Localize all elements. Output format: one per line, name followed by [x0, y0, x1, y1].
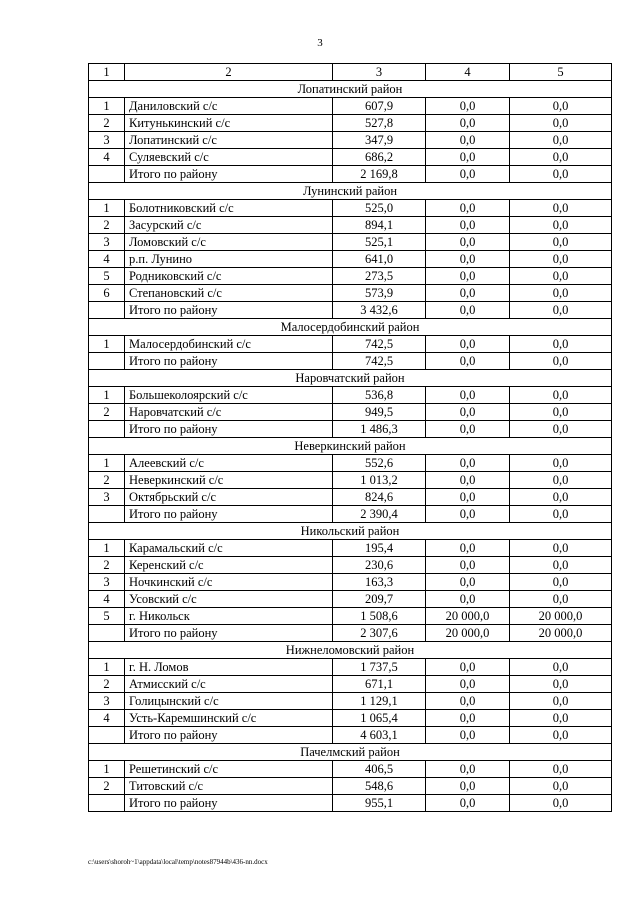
settlement-name: Ломовский с/с — [125, 234, 333, 251]
region-title: Пачелмский район — [89, 744, 612, 761]
value-col-3: 273,5 — [333, 268, 426, 285]
settlement-name: Наровчатский с/с — [125, 404, 333, 421]
value-col-4: 0,0 — [426, 659, 510, 676]
settlement-name: Засурский с/с — [125, 217, 333, 234]
row-number — [89, 506, 125, 523]
table-body — [89, 64, 612, 812]
value-col-3: 406,5 — [333, 761, 426, 778]
value-col-3: 2 169,8 — [333, 166, 426, 183]
row-number — [89, 421, 125, 438]
region-total-row — [89, 795, 612, 812]
region-total-row — [89, 421, 612, 438]
row-number: 1 — [89, 336, 125, 353]
value-col-4: 0,0 — [426, 285, 510, 302]
row-number — [89, 353, 125, 370]
region-title-row — [89, 642, 612, 659]
row-number: 1 — [89, 387, 125, 404]
value-col-4: 0,0 — [426, 98, 510, 115]
settlement-name: Китунькинский с/с — [125, 115, 333, 132]
row-number: 3 — [89, 574, 125, 591]
value-col-3: 894,1 — [333, 217, 426, 234]
value-col-5: 0,0 — [510, 251, 612, 268]
table-row — [89, 608, 612, 625]
region-title: Никольский район — [89, 523, 612, 540]
value-col-3: 824,6 — [333, 489, 426, 506]
row-number: 4 — [89, 149, 125, 166]
table-row — [89, 200, 612, 217]
region-title-row — [89, 523, 612, 540]
settlement-name: Алеевский с/с — [125, 455, 333, 472]
value-col-3: 209,7 — [333, 591, 426, 608]
value-col-3: 607,9 — [333, 98, 426, 115]
value-col-5: 0,0 — [510, 489, 612, 506]
row-number: 2 — [89, 217, 125, 234]
value-col-4: 0,0 — [426, 489, 510, 506]
value-col-4: 0,0 — [426, 710, 510, 727]
region-title-row — [89, 370, 612, 387]
value-col-3: 955,1 — [333, 795, 426, 812]
table-row — [89, 540, 612, 557]
value-col-4: 0,0 — [426, 693, 510, 710]
value-col-4: 0,0 — [426, 727, 510, 744]
row-number: 3 — [89, 234, 125, 251]
value-col-4: 0,0 — [426, 472, 510, 489]
settlement-name: Усть-Каремшинский с/с — [125, 710, 333, 727]
row-number: 3 — [89, 693, 125, 710]
row-number — [89, 625, 125, 642]
value-col-5: 0,0 — [510, 472, 612, 489]
row-number: 2 — [89, 778, 125, 795]
value-col-3: 1 065,4 — [333, 710, 426, 727]
settlement-name: Суляевский с/с — [125, 149, 333, 166]
settlement-name: Лопатинский с/с — [125, 132, 333, 149]
region-title: Малосердобинский район — [89, 319, 612, 336]
value-col-5: 0,0 — [510, 285, 612, 302]
region-title-row — [89, 438, 612, 455]
table-row — [89, 387, 612, 404]
value-col-5: 0,0 — [510, 302, 612, 319]
value-col-5: 0,0 — [510, 761, 612, 778]
table-row — [89, 557, 612, 574]
value-col-5: 0,0 — [510, 149, 612, 166]
value-col-3: 671,1 — [333, 676, 426, 693]
row-number: 2 — [89, 404, 125, 421]
table-row — [89, 574, 612, 591]
region-title: Нижнеломовский район — [89, 642, 612, 659]
region-title: Неверкинский район — [89, 438, 612, 455]
table-row — [89, 591, 612, 608]
value-col-5: 0,0 — [510, 727, 612, 744]
settlement-name: Итого по району — [125, 506, 333, 523]
value-col-4: 0,0 — [426, 336, 510, 353]
value-col-3: 163,3 — [333, 574, 426, 591]
value-col-5: 0,0 — [510, 795, 612, 812]
value-col-5: 0,0 — [510, 710, 612, 727]
value-col-4: 0,0 — [426, 302, 510, 319]
value-col-3: 2 307,6 — [333, 625, 426, 642]
region-title-row — [89, 183, 612, 200]
region-total-row — [89, 166, 612, 183]
header-cell-3: 3 — [333, 64, 426, 81]
region-total-row — [89, 506, 612, 523]
value-col-4: 0,0 — [426, 676, 510, 693]
value-col-3: 525,0 — [333, 200, 426, 217]
value-col-5: 0,0 — [510, 778, 612, 795]
row-number — [89, 727, 125, 744]
row-number — [89, 302, 125, 319]
value-col-3: 1 013,2 — [333, 472, 426, 489]
value-col-4: 0,0 — [426, 557, 510, 574]
value-col-5: 0,0 — [510, 693, 612, 710]
value-col-4: 0,0 — [426, 166, 510, 183]
row-number — [89, 795, 125, 812]
value-col-5: 0,0 — [510, 387, 612, 404]
value-col-5: 0,0 — [510, 676, 612, 693]
value-col-4: 20 000,0 — [426, 608, 510, 625]
row-number: 1 — [89, 455, 125, 472]
value-col-4: 0,0 — [426, 268, 510, 285]
settlement-name: Итого по району — [125, 727, 333, 744]
value-col-5: 0,0 — [510, 557, 612, 574]
table-row — [89, 472, 612, 489]
table-row — [89, 710, 612, 727]
value-col-5: 0,0 — [510, 234, 612, 251]
value-col-3: 536,8 — [333, 387, 426, 404]
value-col-4: 0,0 — [426, 540, 510, 557]
settlement-name: Голицынский с/с — [125, 693, 333, 710]
value-col-4: 0,0 — [426, 795, 510, 812]
value-col-4: 0,0 — [426, 404, 510, 421]
value-col-5: 0,0 — [510, 217, 612, 234]
value-col-4: 0,0 — [426, 217, 510, 234]
header-cell-2: 2 — [125, 64, 333, 81]
value-col-4: 0,0 — [426, 455, 510, 472]
settlement-name: Даниловский с/с — [125, 98, 333, 115]
settlement-name: Атмисский с/с — [125, 676, 333, 693]
value-col-3: 230,6 — [333, 557, 426, 574]
row-number: 1 — [89, 761, 125, 778]
row-number: 2 — [89, 472, 125, 489]
region-title-row — [89, 81, 612, 98]
value-col-5: 0,0 — [510, 268, 612, 285]
table-row — [89, 693, 612, 710]
value-col-4: 0,0 — [426, 574, 510, 591]
value-col-3: 949,5 — [333, 404, 426, 421]
region-title-row — [89, 744, 612, 761]
header-cell-5: 5 — [510, 64, 612, 81]
settlement-name: г. Н. Ломов — [125, 659, 333, 676]
row-number: 4 — [89, 251, 125, 268]
header-cell-1: 1 — [89, 64, 125, 81]
row-number: 3 — [89, 489, 125, 506]
table-row — [89, 659, 612, 676]
value-col-4: 0,0 — [426, 149, 510, 166]
value-col-5: 0,0 — [510, 404, 612, 421]
table-row — [89, 336, 612, 353]
row-number: 2 — [89, 557, 125, 574]
row-number: 2 — [89, 115, 125, 132]
value-col-3: 552,6 — [333, 455, 426, 472]
value-col-5: 0,0 — [510, 132, 612, 149]
value-col-4: 0,0 — [426, 421, 510, 438]
header-row — [89, 64, 612, 81]
value-col-3: 686,2 — [333, 149, 426, 166]
value-col-5: 20 000,0 — [510, 608, 612, 625]
settlement-name: Титовский с/с — [125, 778, 333, 795]
value-col-4: 0,0 — [426, 761, 510, 778]
region-total-row — [89, 625, 612, 642]
value-col-4: 0,0 — [426, 778, 510, 795]
value-col-3: 1 508,6 — [333, 608, 426, 625]
value-col-5: 20 000,0 — [510, 625, 612, 642]
row-number: 5 — [89, 608, 125, 625]
value-col-4: 20 000,0 — [426, 625, 510, 642]
value-col-5: 0,0 — [510, 574, 612, 591]
value-col-4: 0,0 — [426, 591, 510, 608]
value-col-3: 742,5 — [333, 353, 426, 370]
region-title: Наровчатский район — [89, 370, 612, 387]
settlement-name: Итого по району — [125, 421, 333, 438]
table-row — [89, 455, 612, 472]
settlement-name: Итого по району — [125, 795, 333, 812]
table-row — [89, 251, 612, 268]
table-row — [89, 404, 612, 421]
region-title-row — [89, 319, 612, 336]
value-col-5: 0,0 — [510, 591, 612, 608]
region-total-row — [89, 302, 612, 319]
value-col-5: 0,0 — [510, 506, 612, 523]
settlement-name: р.п. Лунино — [125, 251, 333, 268]
settlement-name: Ночкинский с/с — [125, 574, 333, 591]
value-col-3: 527,8 — [333, 115, 426, 132]
value-col-5: 0,0 — [510, 455, 612, 472]
table-row — [89, 761, 612, 778]
value-col-3: 525,1 — [333, 234, 426, 251]
value-col-3: 195,4 — [333, 540, 426, 557]
settlement-name: Малосердобинский с/с — [125, 336, 333, 353]
row-number: 4 — [89, 710, 125, 727]
value-col-4: 0,0 — [426, 353, 510, 370]
header-cell-4: 4 — [426, 64, 510, 81]
value-col-5: 0,0 — [510, 353, 612, 370]
value-col-5: 0,0 — [510, 166, 612, 183]
value-col-3: 1 486,3 — [333, 421, 426, 438]
settlement-name: Карамальский с/с — [125, 540, 333, 557]
row-number: 1 — [89, 98, 125, 115]
value-col-5: 0,0 — [510, 115, 612, 132]
table-row — [89, 149, 612, 166]
row-number: 3 — [89, 132, 125, 149]
row-number: 5 — [89, 268, 125, 285]
settlement-name: Итого по району — [125, 625, 333, 642]
settlement-name: Итого по району — [125, 302, 333, 319]
settlement-name: г. Никольск — [125, 608, 333, 625]
table-row — [89, 217, 612, 234]
region-total-row — [89, 727, 612, 744]
row-number: 2 — [89, 676, 125, 693]
region-title: Лунинский район — [89, 183, 612, 200]
row-number: 4 — [89, 591, 125, 608]
table-row — [89, 489, 612, 506]
settlement-name: Неверкинский с/с — [125, 472, 333, 489]
value-col-3: 4 603,1 — [333, 727, 426, 744]
value-col-4: 0,0 — [426, 251, 510, 268]
table-row — [89, 676, 612, 693]
region-title: Лопатинский район — [89, 81, 612, 98]
value-col-3: 1 737,5 — [333, 659, 426, 676]
table-row — [89, 98, 612, 115]
row-number: 1 — [89, 540, 125, 557]
value-col-5: 0,0 — [510, 98, 612, 115]
row-number: 6 — [89, 285, 125, 302]
value-col-5: 0,0 — [510, 421, 612, 438]
data-table — [88, 63, 612, 812]
value-col-4: 0,0 — [426, 115, 510, 132]
footer-file-path: c:\users\shoroh~1\appdata\local\temp\notes87944b\436-nn.docx — [88, 858, 268, 866]
settlement-name: Большеколоярский с/с — [125, 387, 333, 404]
value-col-5: 0,0 — [510, 200, 612, 217]
value-col-3: 742,5 — [333, 336, 426, 353]
settlement-name: Итого по району — [125, 166, 333, 183]
value-col-5: 0,0 — [510, 659, 612, 676]
value-col-3: 3 432,6 — [333, 302, 426, 319]
value-col-4: 0,0 — [426, 387, 510, 404]
value-col-5: 0,0 — [510, 540, 612, 557]
table-row — [89, 778, 612, 795]
settlement-name: Керенский с/с — [125, 557, 333, 574]
row-number — [89, 166, 125, 183]
settlement-name: Родниковский с/с — [125, 268, 333, 285]
value-col-3: 2 390,4 — [333, 506, 426, 523]
value-col-4: 0,0 — [426, 234, 510, 251]
value-col-5: 0,0 — [510, 336, 612, 353]
value-col-4: 0,0 — [426, 506, 510, 523]
settlement-name: Степановский с/с — [125, 285, 333, 302]
settlement-name: Решетинский с/с — [125, 761, 333, 778]
value-col-3: 1 129,1 — [333, 693, 426, 710]
row-number: 1 — [89, 659, 125, 676]
settlement-name: Октябрьский с/с — [125, 489, 333, 506]
row-number: 1 — [89, 200, 125, 217]
value-col-3: 573,9 — [333, 285, 426, 302]
table-row — [89, 234, 612, 251]
table-row — [89, 132, 612, 149]
settlement-name: Усовский с/с — [125, 591, 333, 608]
value-col-3: 641,0 — [333, 251, 426, 268]
table-row — [89, 285, 612, 302]
page-number: 3 — [317, 37, 323, 49]
value-col-3: 347,9 — [333, 132, 426, 149]
settlement-name: Болотниковский с/с — [125, 200, 333, 217]
value-col-3: 548,6 — [333, 778, 426, 795]
table-row — [89, 115, 612, 132]
table-row — [89, 268, 612, 285]
region-total-row — [89, 353, 612, 370]
value-col-4: 0,0 — [426, 132, 510, 149]
value-col-4: 0,0 — [426, 200, 510, 217]
settlement-name: Итого по району — [125, 353, 333, 370]
